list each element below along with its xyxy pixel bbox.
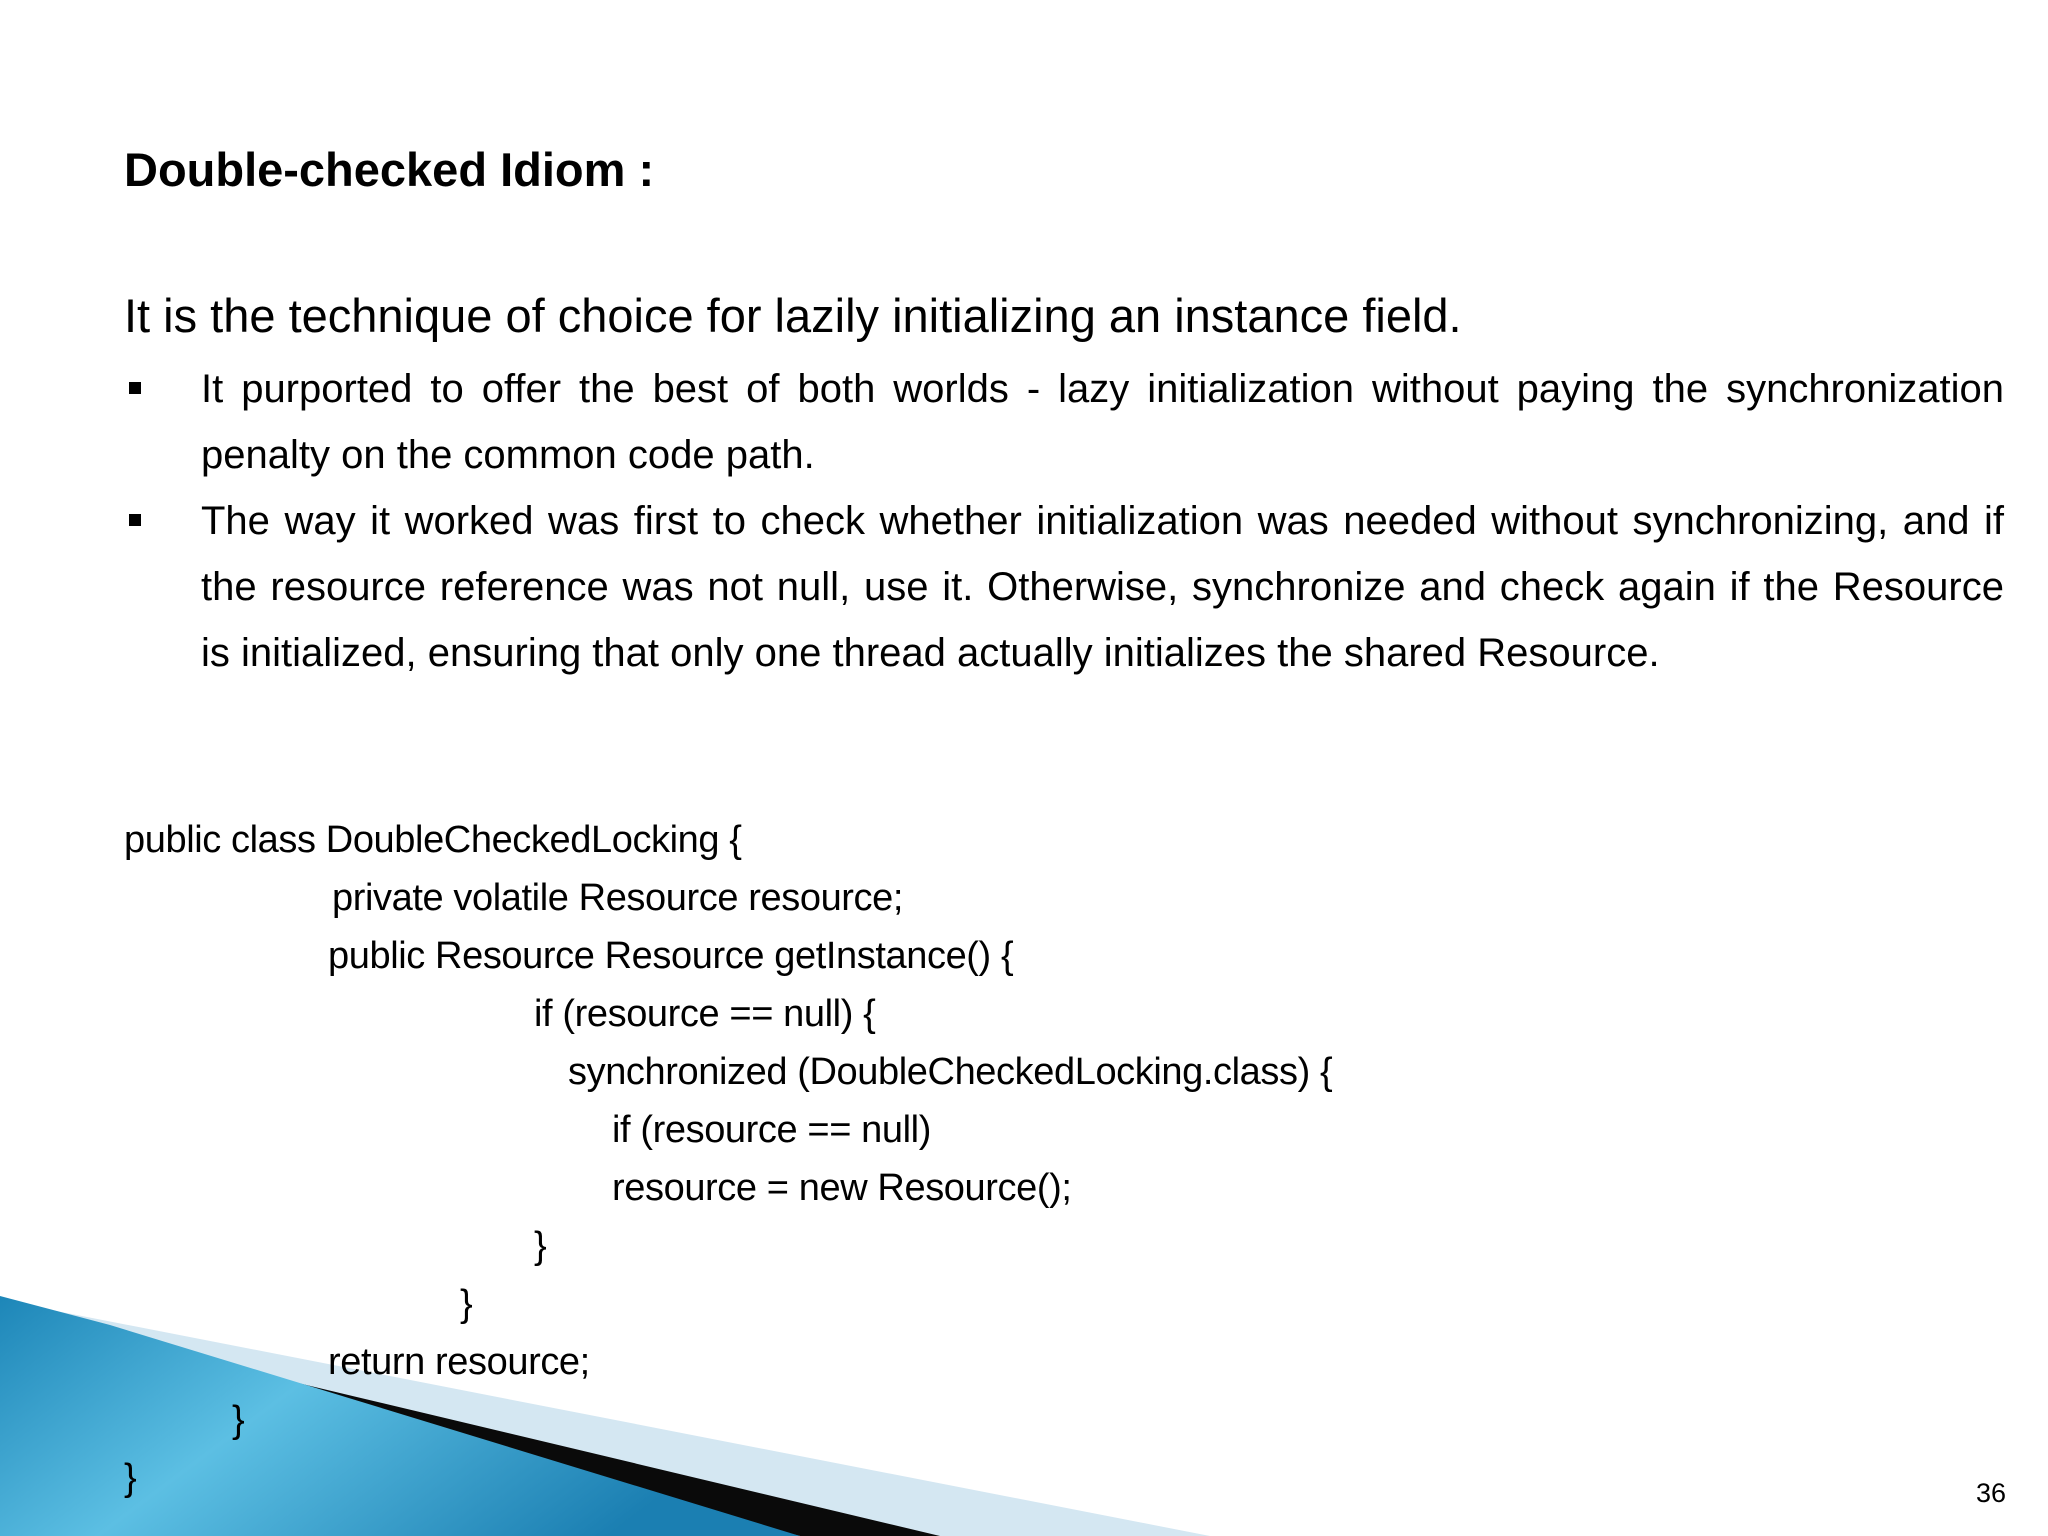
code-line: public class DoubleCheckedLocking { bbox=[124, 819, 742, 861]
page-number: 36 bbox=[1975, 1478, 2006, 1508]
slide-title: Double-checked Idiom : bbox=[124, 143, 655, 196]
code-line: private volatile Resource resource; bbox=[332, 877, 904, 919]
bullet-text: It purported to offer the best of both worlds - lazy initialization without paying the synchronization penalty on the common code path. bbox=[201, 367, 2004, 477]
code-line: } bbox=[460, 1283, 473, 1325]
bullet-text: The way it worked was first to check whether initialization was needed without synchronizing, and if the resource reference was not null, use it. Otherwise, synchronize and check again if the Resource is initialized, ensuring that only one thread actually initializes the shared Resource. bbox=[201, 499, 2004, 675]
code-block bbox=[124, 0, 1824, 1536]
code-line: synchronized (DoubleCheckedLocking.class) { bbox=[568, 1051, 1333, 1093]
intro-text: It is the technique of choice for lazily initializing an instance field. bbox=[124, 289, 1462, 342]
code-line: return resource; bbox=[328, 1341, 590, 1383]
code-line: resource = new Resource(); bbox=[612, 1167, 1072, 1209]
code-line: if (resource == null) { bbox=[534, 993, 876, 1035]
code-line: } bbox=[124, 1457, 137, 1499]
code-line: } bbox=[534, 1225, 547, 1267]
code-line: if (resource == null) bbox=[612, 1109, 931, 1151]
code-line: public Resource Resource getInstance() { bbox=[328, 935, 1014, 977]
code-line: } bbox=[232, 1399, 245, 1441]
